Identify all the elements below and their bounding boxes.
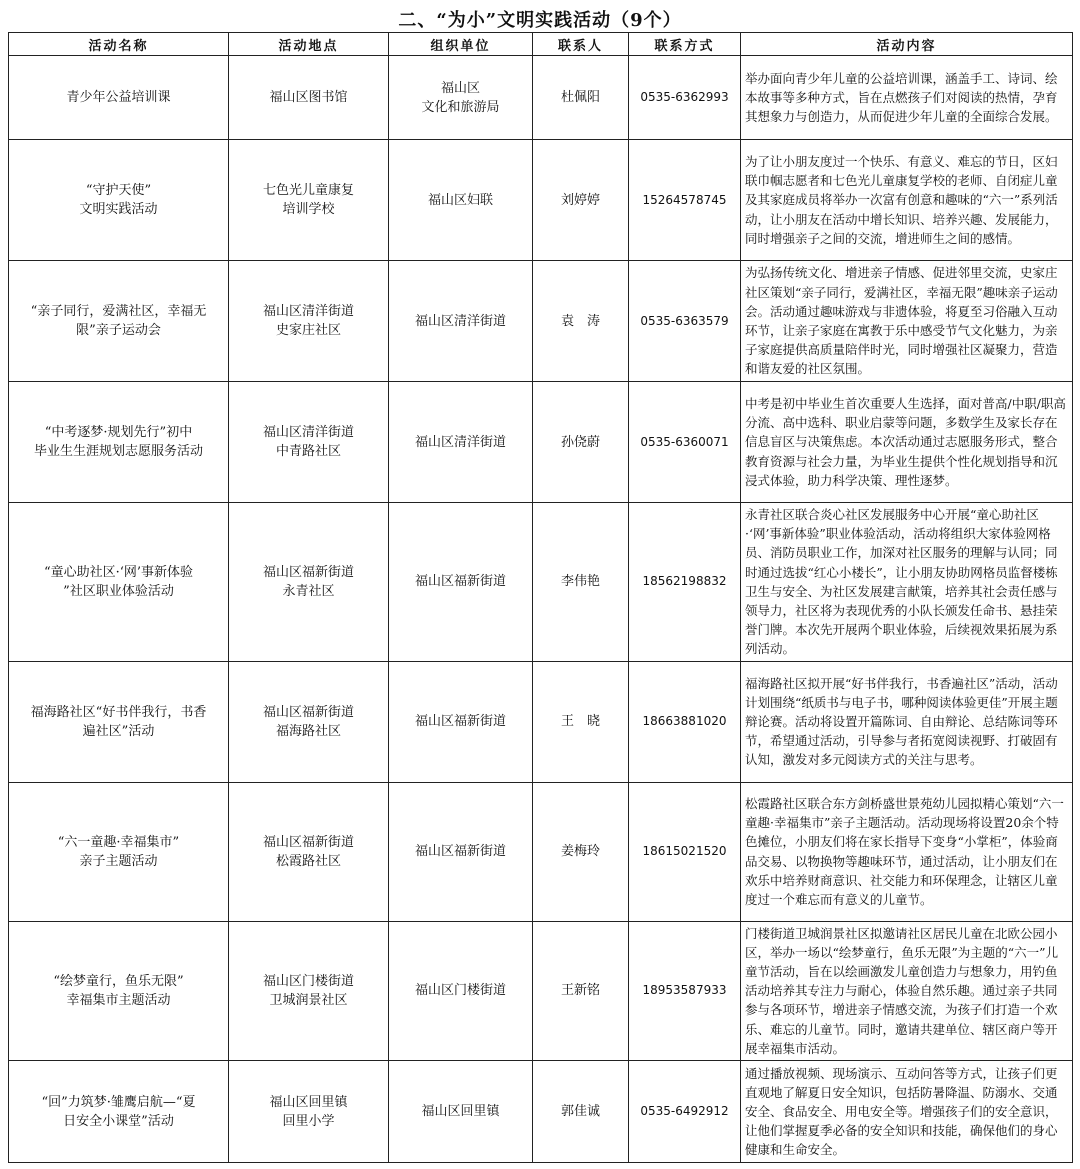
- header-contact-phone: 联系方式: [629, 33, 741, 56]
- contact-person-cell: 孙侥蔚: [533, 382, 629, 503]
- activity-location-cell: 福山区福新街道 永青社区: [229, 503, 389, 662]
- organizer-cell: 福山区福新街道: [389, 782, 533, 921]
- contact-phone-cell: 0535-6492912: [629, 1061, 741, 1163]
- contact-phone-cell: 18562198832: [629, 503, 741, 662]
- activity-location-cell: 福山区福新街道 松霞路社区: [229, 782, 389, 921]
- contact-phone-cell: 18663881020: [629, 661, 741, 782]
- table-row: [9, 782, 1073, 921]
- contact-phone-cell: 0535-6363579: [629, 261, 741, 382]
- table-row: [9, 921, 1073, 1060]
- contact-person-cell: 刘婷婷: [533, 140, 629, 261]
- table-row: [9, 382, 1073, 503]
- activity-name-cell: “守护天使” 文明实践活动: [9, 140, 229, 261]
- organizer-cell: 福山区清洋街道: [389, 382, 533, 503]
- table-row: [9, 1061, 1073, 1163]
- activity-name-cell: 青少年公益培训课: [9, 56, 229, 140]
- organizer-cell: 福山区福新街道: [389, 503, 533, 662]
- contact-person-cell: 王 晓: [533, 661, 629, 782]
- activity-content-cell: 举办面向青少年儿童的公益培训课，涵盖手工、诗词、绘本故事等多种方式，旨在点燃孩子们对阅读的热情，孕育其想象力与创造力，从而促进少年儿童的全面综合发展。: [741, 56, 1073, 140]
- contact-person-cell: 王新铭: [533, 921, 629, 1060]
- activity-name-cell: “六一童趣·幸福集市” 亲子主题活动: [9, 782, 229, 921]
- header-organizer: 组织单位: [389, 33, 533, 56]
- activity-content-cell: 门楼街道卫城润景社区拟邀请社区居民儿童在北欧公园小区，举办一场以“绘梦童行，鱼乐无限”为主题的“六一”儿童节活动，旨在以绘画激发儿童创造力与想象力，用钓鱼活动培养其专注力与耐心，体验自然乐趣。通过亲子共同参与各项环节，增进亲子情感交流，为孩子们打造一个欢乐、难忘的儿童节。同时，邀请共建单位、辖区商户等开展幸福集市活动。: [741, 921, 1073, 1060]
- header-activity-location: 活动地点: [229, 33, 389, 56]
- contact-phone-cell: 0535-6360071: [629, 382, 741, 503]
- activity-location-cell: 七色光儿童康复 培训学校: [229, 140, 389, 261]
- header-activity-content: 活动内容: [741, 33, 1073, 56]
- organizer-cell: 福山区 文化和旅游局: [389, 56, 533, 140]
- activity-name-cell: “亲子同行，爱满社区，幸福无 限”亲子运动会: [9, 261, 229, 382]
- contact-phone-cell: 18615021520: [629, 782, 741, 921]
- contact-person-cell: 郭佳诚: [533, 1061, 629, 1163]
- organizer-cell: 福山区门楼街道: [389, 921, 533, 1060]
- activity-content-cell: 中考是初中毕业生首次重要人生选择，面对普高/中职/职高分流、高中选科、职业启蒙等问题，多数学生及家长存在信息盲区与决策焦虑。本次活动通过志愿服务形式，整合教育资源与社会力量，为毕业生提供个性化规划指导和沉浸式体验，助力科学决策、理性逐梦。: [741, 382, 1073, 503]
- activity-content-cell: 为了让小朋友度过一个快乐、有意义、难忘的节日，区妇联巾帼志愿者和七色光儿童康复学校的老师、自闭症儿童及其家庭成员将举办一次富有创意和趣味的“六一”系列活动，让小朋友在活动中增长知识、培养兴趣、发展能力，同时增强亲子之间的交流，增进师生之间的感情。: [741, 140, 1073, 261]
- organizer-cell: 福山区妇联: [389, 140, 533, 261]
- table-row: [9, 261, 1073, 382]
- header-activity-name: 活动名称: [9, 33, 229, 56]
- table-header-row: [9, 33, 1073, 56]
- activity-location-cell: 福山区门楼街道 卫城润景社区: [229, 921, 389, 1060]
- contact-person-cell: 杜佩阳: [533, 56, 629, 140]
- activity-name-cell: “绘梦童行，鱼乐无限” 幸福集市主题活动: [9, 921, 229, 1060]
- activity-content-cell: 福海路社区拟开展“好书伴我行，书香遍社区”活动，活动计划围绕“纸质书与电子书，哪种阅读体验更佳”开展主题辩论赛。活动将设置开篇陈词、自由辩论、总结陈词等环节，希望通过活动，引导参与者拓宽阅读视野、打破固有认知，激发对多元阅读方式的关注与思考。: [741, 661, 1073, 782]
- activity-location-cell: 福山区清洋街道 中青路社区: [229, 382, 389, 503]
- activity-location-cell: 福山区福新街道 福海路社区: [229, 661, 389, 782]
- activity-content-cell: 为弘扬传统文化、增进亲子情感、促进邻里交流，史家庄社区策划“亲子同行，爱满社区，幸福无限”趣味亲子运动会。活动通过趣味游戏与非遗体验，将夏至习俗融入互动环节，让亲子家庭在寓教于乐中感受节气文化魅力，为亲子家庭提供高质量陪伴时光，同时增强社区凝聚力，营造和谐友爱的社区氛围。: [741, 261, 1073, 382]
- activity-content-cell: 永青社区联合炎心社区发展服务中心开展“童心助社区·‘网’事新体验”职业体验活动，活动将组织大家体验网格员、消防员职业工作，加深对社区服务的理解与认同；同时通过选拔“红心小楼长”，让小朋友协助网格员监督楼栋卫生与安全、为社区发展建言献策，培养其社会责任感与领导力，社区将为表现优秀的小队长颁发任命书、悬挂荣誉门牌。本次先开展两个职业体验，后续视效果拓展为系列活动。: [741, 503, 1073, 662]
- table-row: [9, 56, 1073, 140]
- contact-person-cell: 袁 涛: [533, 261, 629, 382]
- activity-content-cell: 通过播放视频、现场演示、互动问答等方式，让孩子们更直观地了解夏日安全知识，包括防暑降温、防溺水、交通安全、食品安全、用电安全等。增强孩子们的安全意识，让他们掌握夏季必备的安全知识和技能，确保他们的身心健康和生命安全。: [741, 1061, 1073, 1163]
- organizer-cell: 福山区清洋街道: [389, 261, 533, 382]
- header-contact-person: 联系人: [533, 33, 629, 56]
- organizer-cell: 福山区回里镇: [389, 1061, 533, 1163]
- activity-name-cell: “回”力筑梦·雏鹰启航—“夏 日安全小课堂”活动: [9, 1061, 229, 1163]
- table-row: [9, 140, 1073, 261]
- contact-person-cell: 李伟艳: [533, 503, 629, 662]
- activity-location-cell: 福山区清洋街道 史家庄社区: [229, 261, 389, 382]
- activity-name-cell: 福海路社区“好书伴我行，书香 遍社区”活动: [9, 661, 229, 782]
- contact-phone-cell: 0535-6362993: [629, 56, 741, 140]
- activity-content-cell: 松霞路社区联合东方剑桥盛世景苑幼儿园拟精心策划“六一童趣·幸福集市”亲子主题活动。活动现场将设置20余个特色摊位，小朋友们将在家长指导下变身“小掌柜”，体验商品交易、以物换物等趣味环节，通过活动，让小朋友们在欢乐中培养财商意识、社交能力和环保理念，让辖区儿童度过一个难忘而有意义的儿童节。: [741, 782, 1073, 921]
- activity-location-cell: 福山区回里镇 回里小学: [229, 1061, 389, 1163]
- page-title: 二、“为小”文明实践活动（9个）: [398, 10, 682, 31]
- activity-name-cell: “中考逐梦·规划先行”初中 毕业生生涯规划志愿服务活动: [9, 382, 229, 503]
- activity-name-cell: “童心助社区·‘网’事新体验 ”社区职业体验活动: [9, 503, 229, 662]
- organizer-cell: 福山区福新街道: [389, 661, 533, 782]
- contact-phone-cell: 18953587933: [629, 921, 741, 1060]
- table-row: [9, 503, 1073, 662]
- contact-person-cell: 姜梅玲: [533, 782, 629, 921]
- contact-phone-cell: 15264578745: [629, 140, 741, 261]
- table-row: [9, 661, 1073, 782]
- activity-location-cell: 福山区图书馆: [229, 56, 389, 140]
- activities-table: [8, 32, 1073, 1163]
